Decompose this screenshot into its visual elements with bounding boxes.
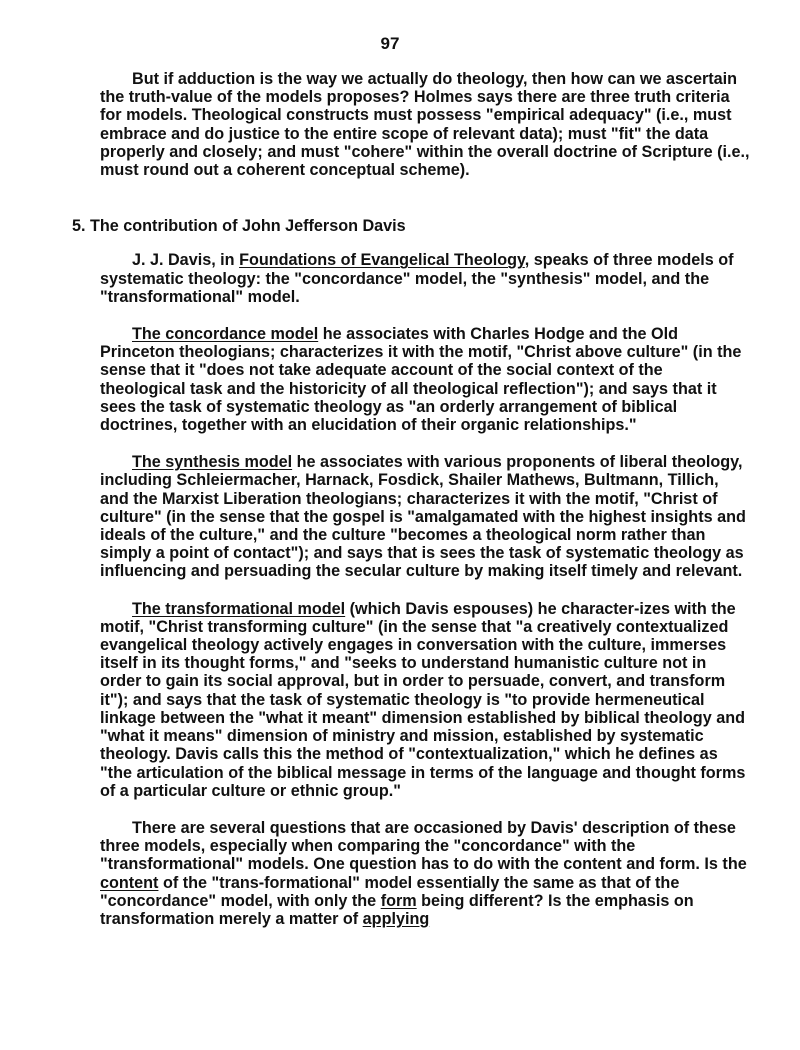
paragraph-questions bbox=[100, 819, 750, 928]
page-body bbox=[72, 70, 750, 947]
book-title-underlined: Foundations of Evangelical Theology bbox=[239, 251, 525, 270]
paragraph-concordance-model bbox=[100, 325, 750, 434]
paragraph-truth-criteria bbox=[100, 70, 750, 179]
page-number: 97 bbox=[380, 34, 400, 53]
paragraph-text: (which Davis espouses) he character-izes with the motif, "Christ transforming culture" (in the sense that "a creatively contextualized evangelical theology actively engages in conversation with the culture, immerses itself in its thought forms," and "seeks to understand humanistic culture not in order to gain its social approval, but in order to persuade, convert, and transform it"); and says that the task of systematic theology is "to provide hermeneutical linkage between the "what it meant" dimension established by biblical theology and "what it means" dimension of ministry and mission, established by systematic theology. Davis calls this the method of "contextualization," which he defines as "the articulation of the biblical message in terms of the language and thought forms of a particular culture or ethnic group." bbox=[100, 599, 746, 800]
paragraph-text: There are several questions that are occasioned by Davis' description of these three models, especially when comparing the "concordance" with the "transformational" models. One question has to do with the content and form. Is the bbox=[100, 818, 747, 874]
paragraph-text: he associates with various proponents of liberal theology, including Schleiermacher, Harnack, Fosdick, Shailer Mathews, Bultmann, Tillich, and the Marxist Liberation theologians; characterizes it with the motif, "Christ of culture" (in the sense that the gospel is "amalgamated with the highest insights and ideals of the culture," and the culture "becomes a theological norm rather than simply a point of contact"); and says that is sees the task of systematic theology as influencing and persuading the secular culture by making itself timely and relevant. bbox=[100, 453, 746, 581]
term-transformational-model: The transformational model bbox=[132, 599, 346, 618]
term-applying: applying bbox=[362, 909, 430, 928]
paragraph-text: But if adduction is the way we actually do theology, then how can we ascertain the truth-value of the models proposes? Holmes says there are three truth criteria for models. Theological constructs must possess "empirical adequacy" (i.e., must embrace and do justice to the entire scope of relevant data); must "fit" the data properly and closely; and must "cohere" within the overall doctrine of Scripture (i.e., must round out a coherent conceptual scheme). bbox=[100, 70, 750, 180]
paragraph-text: , speaks of three models of systematic theology: the "concordance" model, the "synthesis" model, and the "transformational" model. bbox=[100, 251, 734, 306]
paragraph-synthesis-model bbox=[100, 453, 750, 580]
paragraph-text: J. J. Davis, in bbox=[132, 251, 240, 270]
paragraph-three-models bbox=[100, 251, 750, 306]
paragraph-text: of the "trans-formational" model essentially the same as that of the "concordance" model, with only the bbox=[100, 873, 680, 910]
term-form: form bbox=[380, 891, 417, 910]
paragraph-text: he associates with Charles Hodge and the Old Princeton theologians; characterizes it with the motif, "Christ above culture" (in the sense that it "does not take adequate account of the social context of the theological task and the historicity of all theological reflection"); and says that it sees the task of systematic theology as "an orderly arrangement of biblical doctrines, together with an elucidation of their organic relationships." bbox=[100, 325, 742, 435]
paragraph-transformational-model bbox=[100, 600, 750, 800]
term-content: content bbox=[100, 873, 159, 892]
term-synthesis-model: The synthesis model bbox=[132, 453, 293, 472]
section-heading: 5. The contribution of John Jefferson Davis bbox=[72, 217, 406, 236]
paragraph-text: being different? Is the emphasis on transformation merely a matter of bbox=[100, 891, 694, 928]
term-concordance-model: The concordance model bbox=[132, 325, 319, 344]
